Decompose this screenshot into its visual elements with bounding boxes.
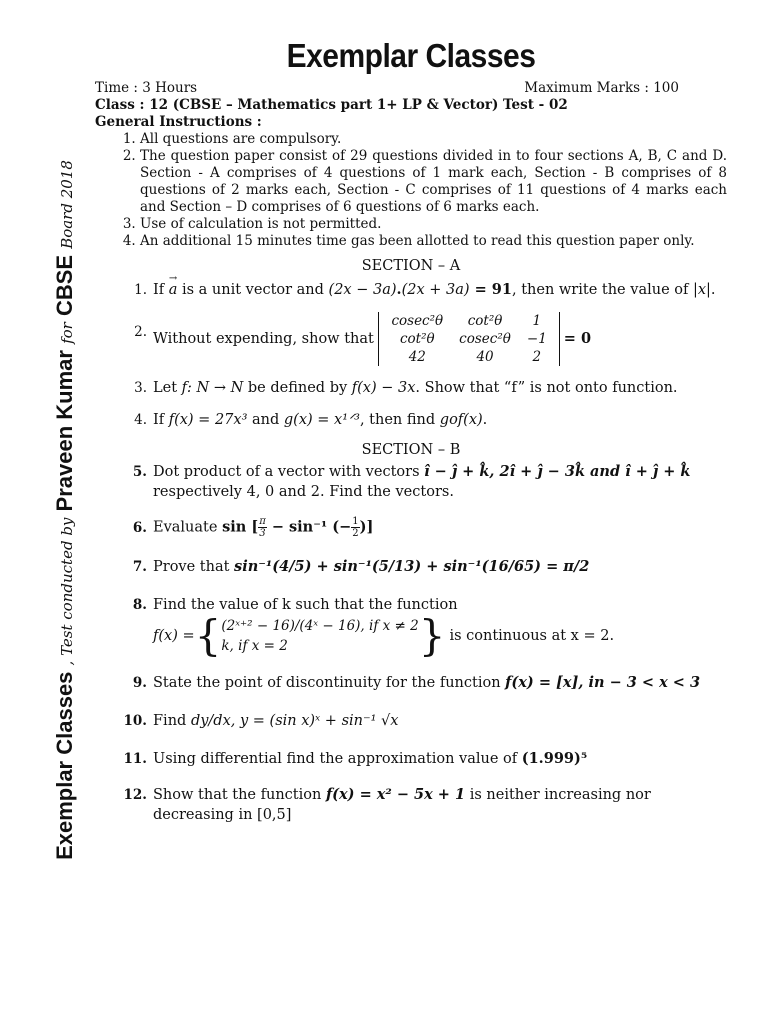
q3-text-b: be defined by [243, 380, 352, 396]
q6-frac-2-den: 2 [352, 528, 359, 539]
q1-abs: |x| [692, 282, 711, 298]
q1-expr-1: (2x − 3a) [328, 282, 397, 298]
question-5 [95, 462, 727, 502]
det-cell: cot²θ [399, 331, 435, 347]
question-number: 1. [134, 282, 147, 298]
q11-text: Using differential find the approximation value of [153, 751, 522, 767]
question-text [153, 410, 727, 430]
q5-text-b: respectively 4, 0 and 2. Find the vectors. [153, 484, 454, 500]
q12-text-a: Show that the function [153, 787, 326, 803]
right-brace-icon: } [418, 611, 446, 660]
question-number: 6. [132, 519, 147, 536]
question-12 [95, 785, 727, 825]
left-brace-icon: { [194, 611, 222, 660]
q1-text-c: , then write the value of [511, 282, 693, 298]
determinant [378, 312, 591, 366]
question-4 [95, 410, 727, 430]
det-cell: cosec²θ [391, 313, 444, 329]
det-cell: 40 [476, 349, 494, 365]
question-text [153, 711, 727, 731]
q6-expr-pre: sin [ [222, 518, 259, 536]
instruction-item: 4. An additional 15 minutes time gas been allotted to read this question paper only. [140, 233, 727, 250]
q1-text-b: is a unit vector and [177, 282, 329, 298]
question-text [153, 378, 727, 398]
det-cell: 42 [408, 349, 426, 365]
instruction-item: 2. The question paper consist of 29 questions divided in to four sections A, B, C and D. Section - A comprises of 4 questions of 1 mark each, Section - B comprises of 8 questions of 2 marks each, Section - C comprises of 11 questions of 4 marks each and Section – D comprises of 6 questions of 6 marks each. [140, 148, 727, 216]
question-text [153, 557, 727, 577]
q4-text-c: , then find [359, 412, 440, 428]
det-cell: −1 [526, 331, 547, 347]
q8-text-b: is continuous at x = 2. [449, 628, 615, 644]
q4-gof: gof(x) [439, 412, 483, 428]
question-number: 12. [123, 787, 147, 803]
q4-text-a: If [153, 412, 169, 428]
q1-text-a: If [153, 282, 169, 298]
q2-text: Without expending, show that [153, 331, 374, 347]
q4-g: g(x) = x¹ᐟ³ [283, 412, 360, 428]
watermark-part-6: Board 2018 [58, 160, 76, 249]
watermark-part-4: for [58, 322, 76, 344]
q10-text: Find [153, 713, 191, 729]
det-cell: cosec²θ [459, 331, 511, 347]
question-2 [95, 312, 727, 366]
question-number: 3. [134, 380, 147, 396]
question-number: 8. [132, 597, 147, 613]
q1-vector-a: → a [169, 280, 178, 300]
determinant-matrix [378, 312, 559, 366]
question-text [153, 673, 727, 693]
piecewise-function [153, 611, 615, 660]
q12-expr: f(x) = x² − 5x + 1 [325, 786, 466, 803]
question-number: 7. [132, 559, 147, 575]
question-text [153, 516, 727, 539]
section-a-heading: SECTION – A [361, 258, 461, 274]
question-number: 5. [132, 464, 147, 480]
q3-fx: f(x) − 3x [351, 380, 416, 396]
q11-expr: (1.999)⁵ [521, 750, 588, 767]
q3-text-c: . Show that “f” is not onto function. [415, 380, 678, 396]
watermark-text [52, 160, 78, 860]
q1-dot: . [396, 281, 402, 298]
q6-frac-2-num: 1 [352, 516, 359, 527]
q6-frac-1 [258, 516, 267, 539]
q5-text-a: Dot product of a vector with vectors [153, 464, 425, 480]
question-number: 10. [123, 713, 147, 729]
watermark-part-3: Praveen Kumar [52, 350, 77, 512]
q4-f: f(x) = 27x³ [168, 412, 248, 428]
question-3 [95, 378, 727, 398]
section-b-heading: SECTION – B [361, 442, 461, 458]
question-text [153, 462, 727, 502]
q6-expr-mid: − sin⁻¹ (− [266, 518, 352, 536]
q10-expr: dy/dx, y = (sin x)ˣ + sin⁻¹ √x [190, 713, 399, 729]
q3-text-a: Let [153, 380, 182, 396]
watermark-sidebar [40, 160, 90, 860]
question-8 [95, 595, 727, 660]
det-cell: cot²θ [467, 313, 503, 329]
q1-equals: = 91 [469, 281, 512, 298]
max-marks-label: Maximum Marks : 100 [524, 80, 679, 96]
q4-end: . [482, 412, 488, 428]
q6-expr-end: )] [359, 518, 374, 536]
q6-frac-2 [351, 516, 359, 539]
q2-equals: = 0 [563, 330, 592, 347]
q5-vectors: î − ĵ + k̂, 2î + ĵ − 3k̂ and î + ĵ + k̂ [424, 463, 691, 480]
det-cell: 1 [532, 313, 542, 329]
q6-frac-1-num: π [259, 516, 266, 527]
q6-text: Evaluate [153, 519, 223, 536]
question-1 [95, 280, 727, 300]
piecewise-rows [221, 616, 418, 656]
piecewise-row: (2ˣ⁺² − 16)/(4ˣ − 16), if x ≠ 2 [221, 618, 419, 634]
question-number: 4. [134, 412, 147, 428]
question-10 [95, 711, 727, 731]
question-6 [95, 516, 727, 539]
question-number: 9. [132, 675, 147, 691]
q1-end: . [710, 282, 716, 298]
watermark-part-5: CBSE [52, 254, 77, 317]
q9-expr: f(x) = [x], in − 3 < x < 3 [505, 674, 701, 691]
instruction-item: 3. Use of calculation is not permitted. [140, 216, 727, 233]
q8-text-a: Find the value of k such that the function [153, 597, 458, 613]
class-line: Class : 12 (CBSE – Mathematics part 1+ LP & Vector) Test - 02 [95, 97, 568, 113]
q7-text: Prove that [153, 559, 235, 575]
question-number: 2. [134, 324, 147, 340]
instruction-item: 1. All questions are compulsory. [140, 131, 727, 148]
question-text [153, 785, 727, 825]
q1-expr-2: (2x + 3a) [401, 282, 470, 298]
q9-text: State the point of discontinuity for the function [153, 675, 506, 691]
q3-map: f: N → N [181, 380, 244, 396]
watermark-part-2: , Test conducted by [58, 517, 76, 666]
page-title: Exemplar Classes [286, 38, 536, 75]
q12-text-b: is neither increasing nor decreasing in [0,5] [153, 787, 651, 823]
meta-row [95, 80, 727, 97]
q7-expr: sin⁻¹(4/5) + sin⁻¹(5/13) + sin⁻¹(16/65) = π/2 [234, 558, 590, 575]
question-7 [95, 557, 727, 577]
question-text [153, 280, 727, 300]
instructions-list [95, 131, 727, 250]
watermark-part-1: Exemplar Classes [52, 671, 77, 860]
q4-text-b: and [247, 412, 284, 428]
question-paper [95, 40, 727, 825]
time-label: Time : 3 Hours [95, 80, 198, 96]
question-number: 11. [123, 751, 147, 767]
question-11 [95, 749, 727, 769]
question-text [153, 595, 727, 660]
instructions-heading: General Instructions : [95, 114, 262, 130]
det-cell: 2 [532, 349, 542, 365]
q6-frac-1-den: 3 [259, 528, 266, 539]
q8-fx: f(x) = [153, 628, 195, 644]
piecewise-row: k, if x = 2 [221, 638, 288, 654]
question-text [153, 312, 727, 366]
question-9 [95, 673, 727, 693]
question-text [153, 749, 727, 769]
